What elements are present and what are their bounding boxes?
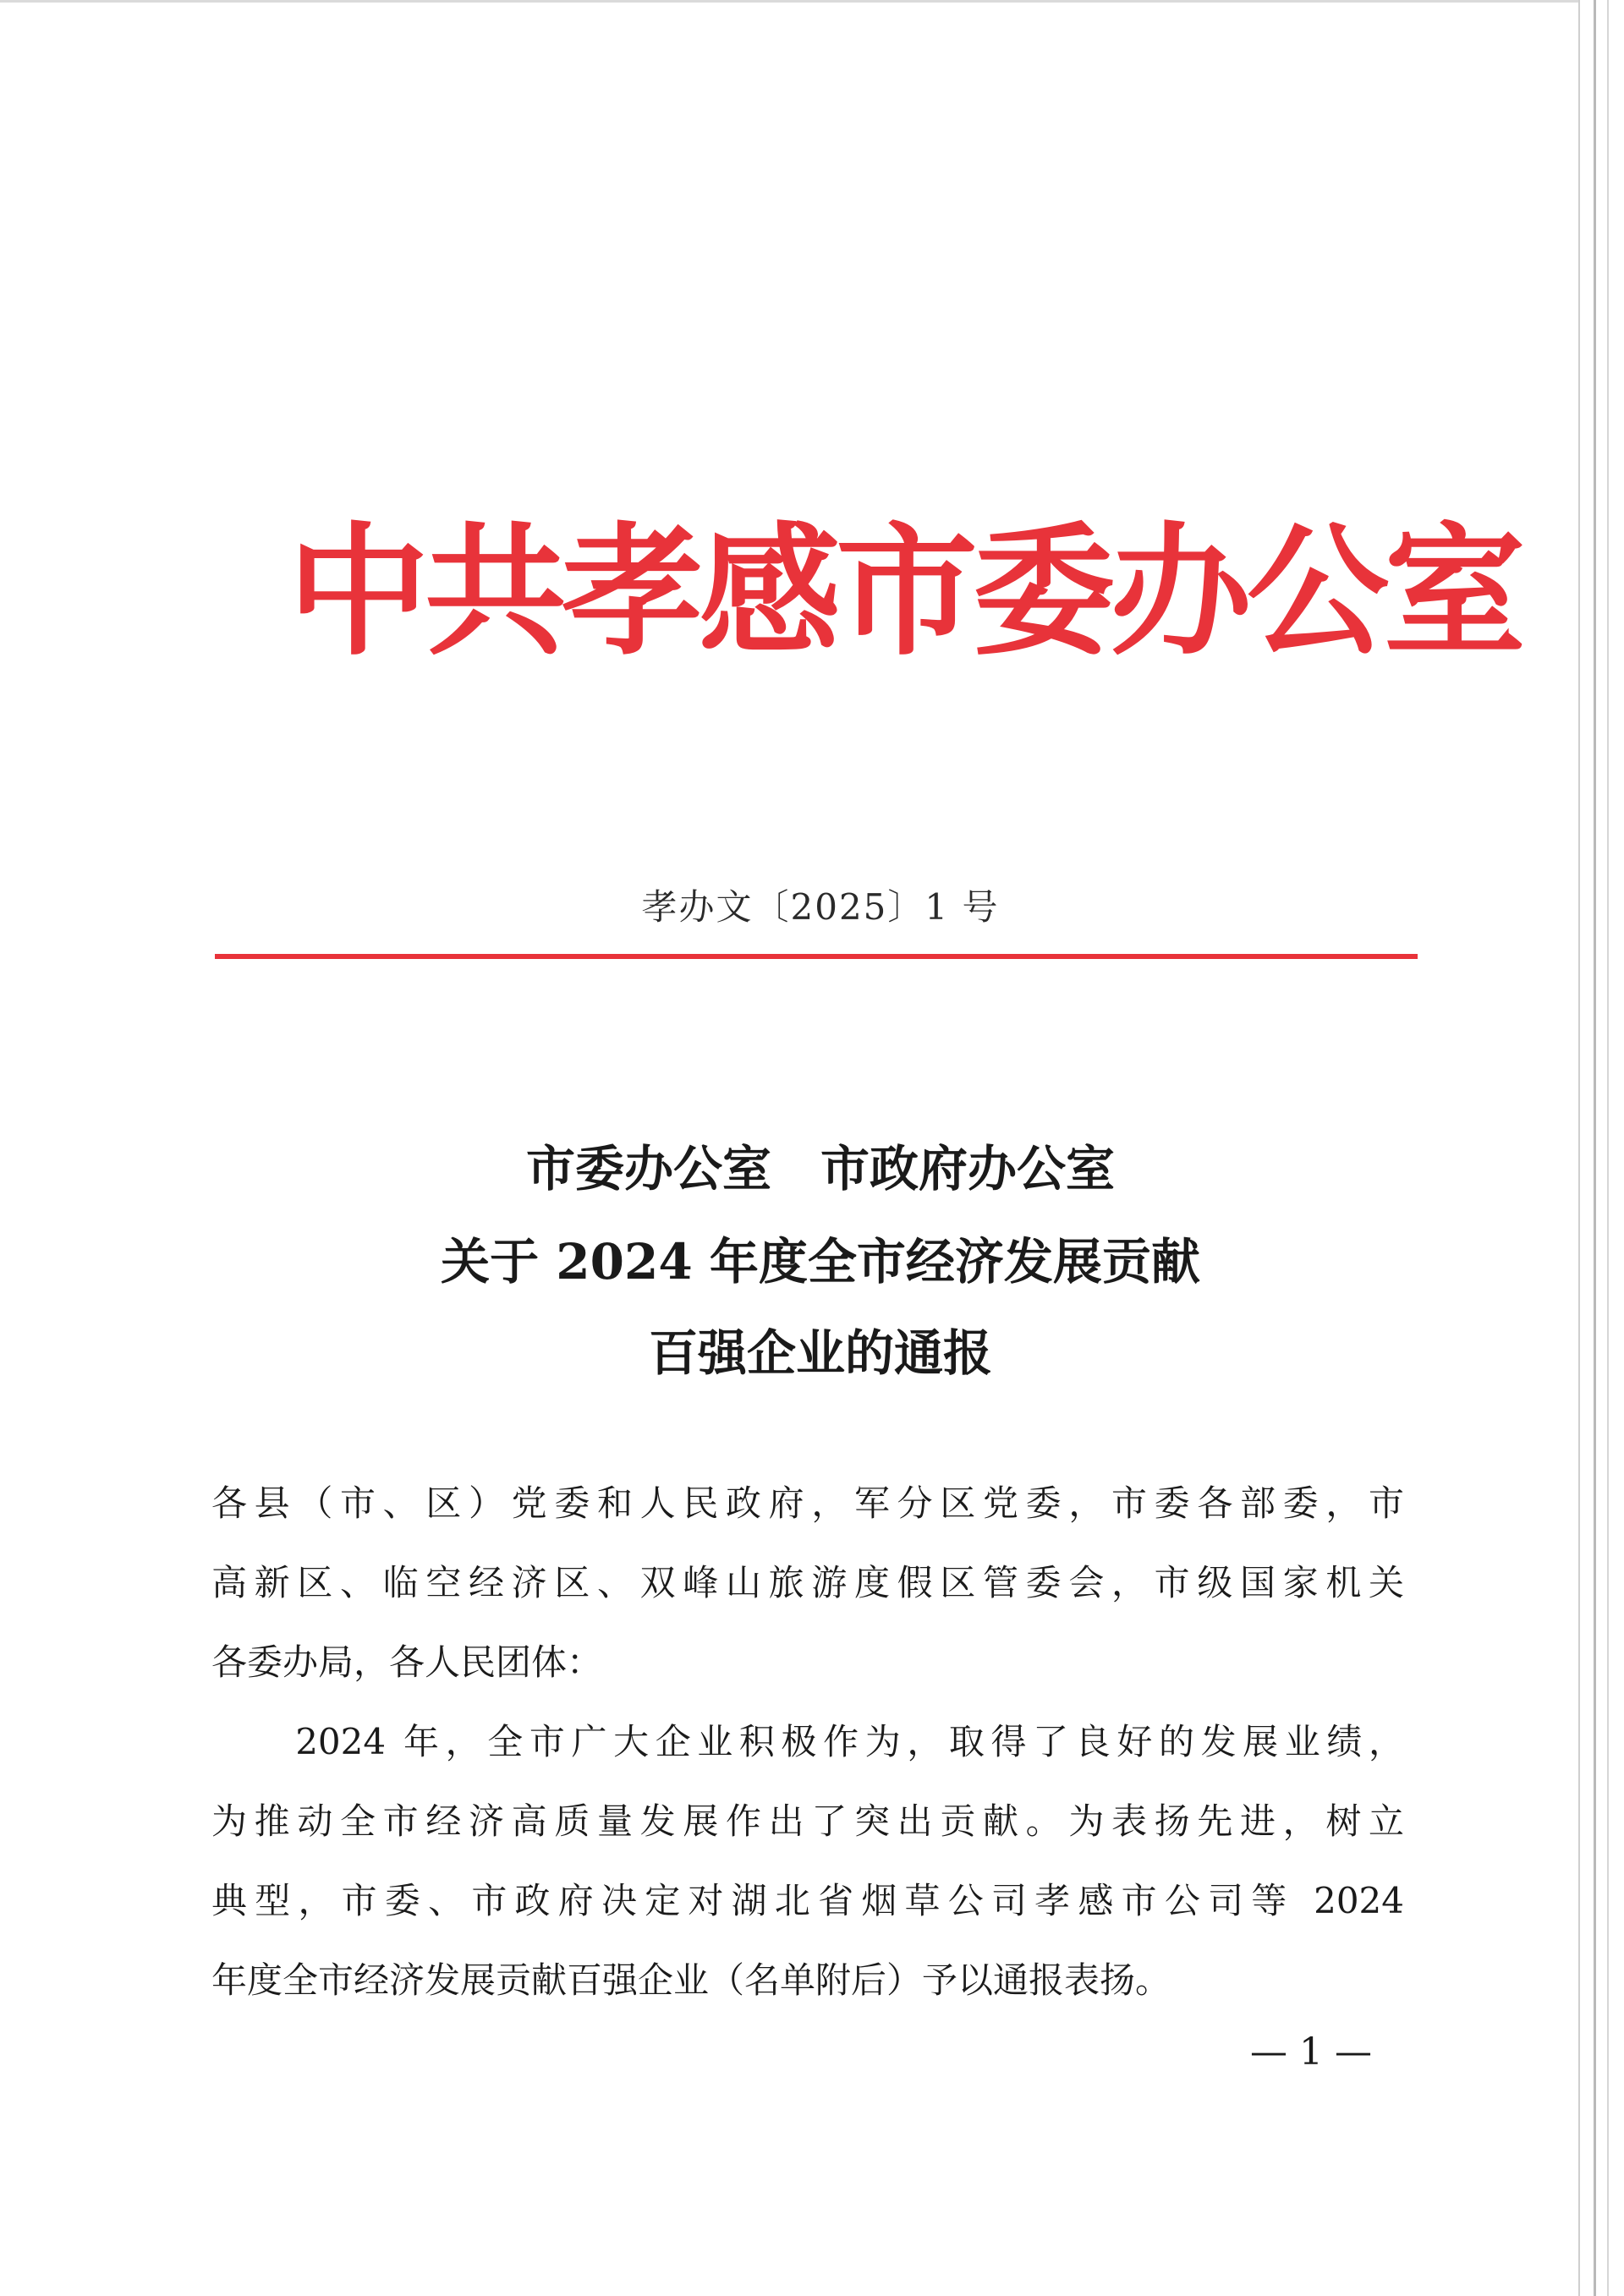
paragraph-line: 年度全市经济发展贡献百强企业（名单附后）予以通报表扬。 (211, 1959, 1171, 2001)
document-title-line-2: 关于 2024 年度全市经济发展贡献 (441, 1233, 1200, 1290)
scan-edge-line (1594, 0, 1596, 2296)
document-title-line-3: 百强企业的通报 (648, 1324, 992, 1382)
scan-edge-line (1607, 0, 1609, 2296)
addressee-line: 各县（市、区）党委和人民政府，军分区党委，市委各部委，市 (211, 1482, 1404, 1524)
addressee-line: 高新区、临空经济区、双峰山旅游度假区管委会，市级国家机关 (211, 1562, 1404, 1603)
paragraph-line: 典型，市委、市政府决定对湖北省烟草公司孝感市公司等 2024 (211, 1880, 1404, 1921)
paragraph-line: 2024 年，全市广大企业积极作为，取得了良好的发展业绩， (211, 1721, 1404, 1762)
document-title-line-1: 市委办公室 市政府办公室 (525, 1140, 1115, 1197)
page-number: — 1 — (1250, 2030, 1372, 2074)
document-number: 孝办文〔2025〕1 号 (641, 886, 1000, 928)
red-masthead-title: 中共孝感市委办公室 (288, 509, 1521, 675)
scan-edge-line (1578, 0, 1580, 2296)
addressee-line: 各委办局，各人民团体： (211, 1641, 603, 1683)
red-separator-rule (215, 954, 1418, 959)
scan-top-edge (0, 0, 1578, 3)
paragraph-line: 为推动全市经济高质量发展作出了突出贡献。为表扬先进，树立 (211, 1800, 1404, 1842)
